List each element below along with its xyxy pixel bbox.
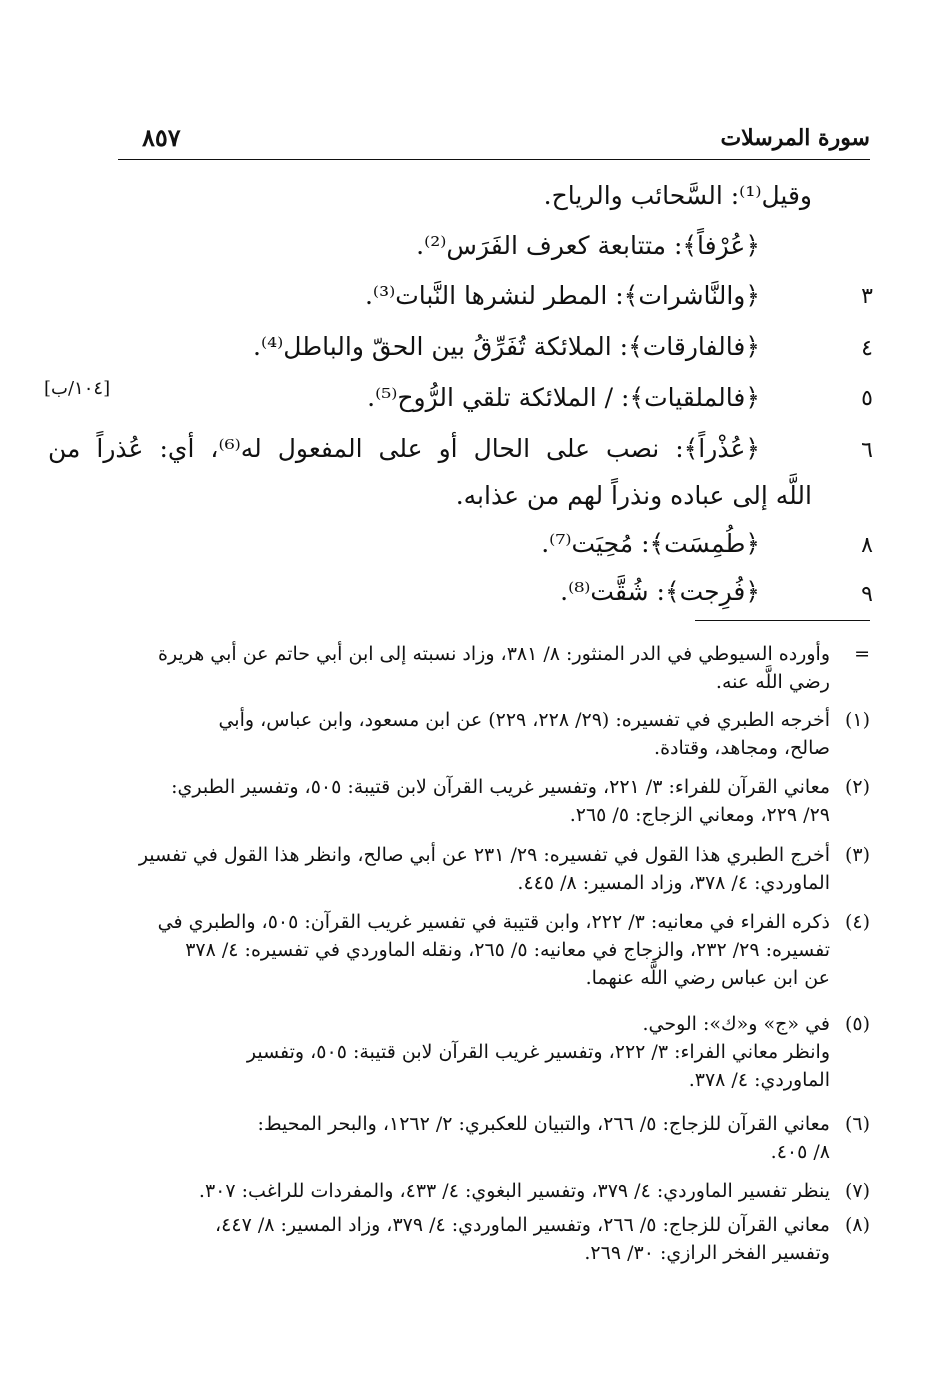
footnote bbox=[115, 1177, 870, 1205]
main-line: ﴿عُذْراً﴾: نصب على الحال أو على المفعول له⁽⁶⁾، أي: عُذراً من bbox=[48, 434, 761, 463]
footnote-line: في «ج» و«ك»: الوحي. bbox=[642, 1013, 830, 1035]
footnote-line: صالح، ومجاهد، وقتادة. bbox=[654, 737, 830, 759]
verse-number: ٩ bbox=[861, 582, 873, 607]
footnote-separator bbox=[695, 620, 870, 621]
footnote-mark: (٥) bbox=[844, 1013, 870, 1035]
verse-number: ٤ bbox=[861, 336, 873, 361]
verse-number: ٣ bbox=[861, 284, 873, 309]
main-line: ﴿عُرْفاً﴾: متتابعة كعرف الفَرَس⁽²⁾. bbox=[416, 231, 760, 260]
footnote-mark: (٤) bbox=[844, 911, 870, 933]
main-line: ﴿فالملقيات﴾: / الملائكة تلقي الرُّوح⁽⁵⁾. bbox=[367, 383, 760, 412]
footnote bbox=[115, 773, 870, 829]
footnote-mark: (١) bbox=[844, 709, 870, 731]
footnote-mark: (٨) bbox=[844, 1214, 870, 1236]
main-line: ﴿طُمِسَت﴾: مُحِيَت⁽⁷⁾. bbox=[541, 529, 760, 558]
page-header bbox=[118, 125, 870, 160]
main-line: اللَّه إلى عباده ونذراً لهم من عذابه. bbox=[455, 481, 812, 510]
footnote bbox=[115, 908, 870, 992]
footnote bbox=[115, 706, 870, 762]
footnote-line: الماوردي: ٤/ ٣٧٨. bbox=[688, 1069, 830, 1091]
footnote-mark: = bbox=[854, 643, 870, 665]
footnote-line: أخرجه الطبري في تفسيره: (٢٩/ ٢٢٨، ٢٢٩) عن ابن مسعود، وابن عباس، وأبي bbox=[218, 709, 830, 731]
footnote-line: ذكره الفراء في معانيه: ٣/ ٢٢٢، وابن قتيبة في تفسير غريب القرآن: ٥٠٥، والطبري في bbox=[157, 911, 830, 933]
footnote-line: أخرج الطبري هذا القول في تفسيره: ٢٩/ ٢٣١ عن أبي صالح، وانظر هذا القول في تفسير bbox=[138, 844, 830, 866]
footnote bbox=[115, 1110, 870, 1166]
footnote-mark: (٦) bbox=[844, 1113, 870, 1135]
page-number: ٨٥٧ bbox=[142, 123, 181, 152]
verse-number: ٨ bbox=[861, 533, 873, 558]
verse-number: ٦ bbox=[861, 438, 873, 463]
footnote-line: ينظر تفسير الماوردي: ٤/ ٣٧٩، وتفسير البغوي: ٤/ ٤٣٣، والمفردات للراغب: ٣٠٧. bbox=[198, 1180, 830, 1202]
footnote bbox=[115, 1010, 870, 1094]
footnote-line: وأورده السيوطي في الدر المنثور: ٨/ ٣٨١، وزاد نسبته إلى ابن أبي حاتم عن أبي هريرة bbox=[157, 643, 830, 665]
footnote-mark: (٣) bbox=[844, 844, 870, 866]
footnote-line: معاني القرآن للزجاج: ٥/ ٢٦٦، والتبيان للعكبري: ٢/ ١٢٦٢، والبحر المحيط: bbox=[257, 1113, 830, 1135]
main-line: ﴿والنَّاشرات﴾: المطر لنشرها النَّبات⁽³⁾. bbox=[364, 281, 760, 310]
footnote-line: عن ابن عباس رضي اللَّه عنهما. bbox=[585, 967, 830, 989]
footnote-line: ٢٩/ ٢٢٩، ومعاني الزجاج: ٥/ ٢٦٥. bbox=[569, 804, 830, 826]
footnote bbox=[115, 640, 870, 696]
verse-number: ٥ bbox=[861, 386, 873, 411]
main-line: ﴿فُرِجت﴾: شُقَّت⁽⁸⁾. bbox=[560, 577, 760, 606]
footnote-line: رضي اللَّه عنه. bbox=[715, 671, 830, 693]
footnote-mark: (٧) bbox=[844, 1180, 870, 1202]
footnote-line: معاني القرآن للزجاج: ٥/ ٢٦٦، وتفسير الماوردي: ٤/ ٣٧٩، وزاد المسير: ٨/ ٤٤٧، bbox=[215, 1214, 830, 1236]
main-line: وقيل⁽¹⁾: السَّحائب والرياح. bbox=[543, 181, 812, 210]
footnote-line: معاني القرآن للفراء: ٣/ ٢٢١، وتفسير غريب القرآن لابن قتيبة: ٥٠٥، وتفسير الطبري: bbox=[171, 776, 830, 798]
surah-title: سورة المرسلات bbox=[720, 125, 870, 151]
footnote bbox=[115, 1211, 870, 1267]
footnote-line: تفسيره: ٢٩/ ٢٣٢، والزجاج في معانيه: ٥/ ٢٦٥، ونقله الماوردي في تفسيره: ٤/ ٣٧٨ bbox=[185, 939, 830, 961]
footnote-line: ٨/ ٤٠٥. bbox=[770, 1141, 830, 1163]
manuscript-folio-ref: [١٠٤/ب] bbox=[44, 378, 111, 399]
footnote-line: الماوردي: ٤/ ٣٧٨، وزاد المسير: ٨/ ٤٤٥. bbox=[517, 872, 830, 894]
footnote-line: وتفسير الفخر الرازي: ٣٠/ ٢٦٩. bbox=[584, 1242, 830, 1264]
footnote-line: وانظر معاني الفراء: ٣/ ٢٢٢، وتفسير غريب القرآن لابن قتيبة: ٥٠٥، وتفسير bbox=[246, 1041, 830, 1063]
main-line: ﴿فالفارقات﴾: الملائكة تُفَرِّقُ بين الحقّ والباطل⁽⁴⁾. bbox=[253, 332, 760, 361]
footnote-mark: (٢) bbox=[844, 776, 870, 798]
footnote bbox=[115, 841, 870, 897]
